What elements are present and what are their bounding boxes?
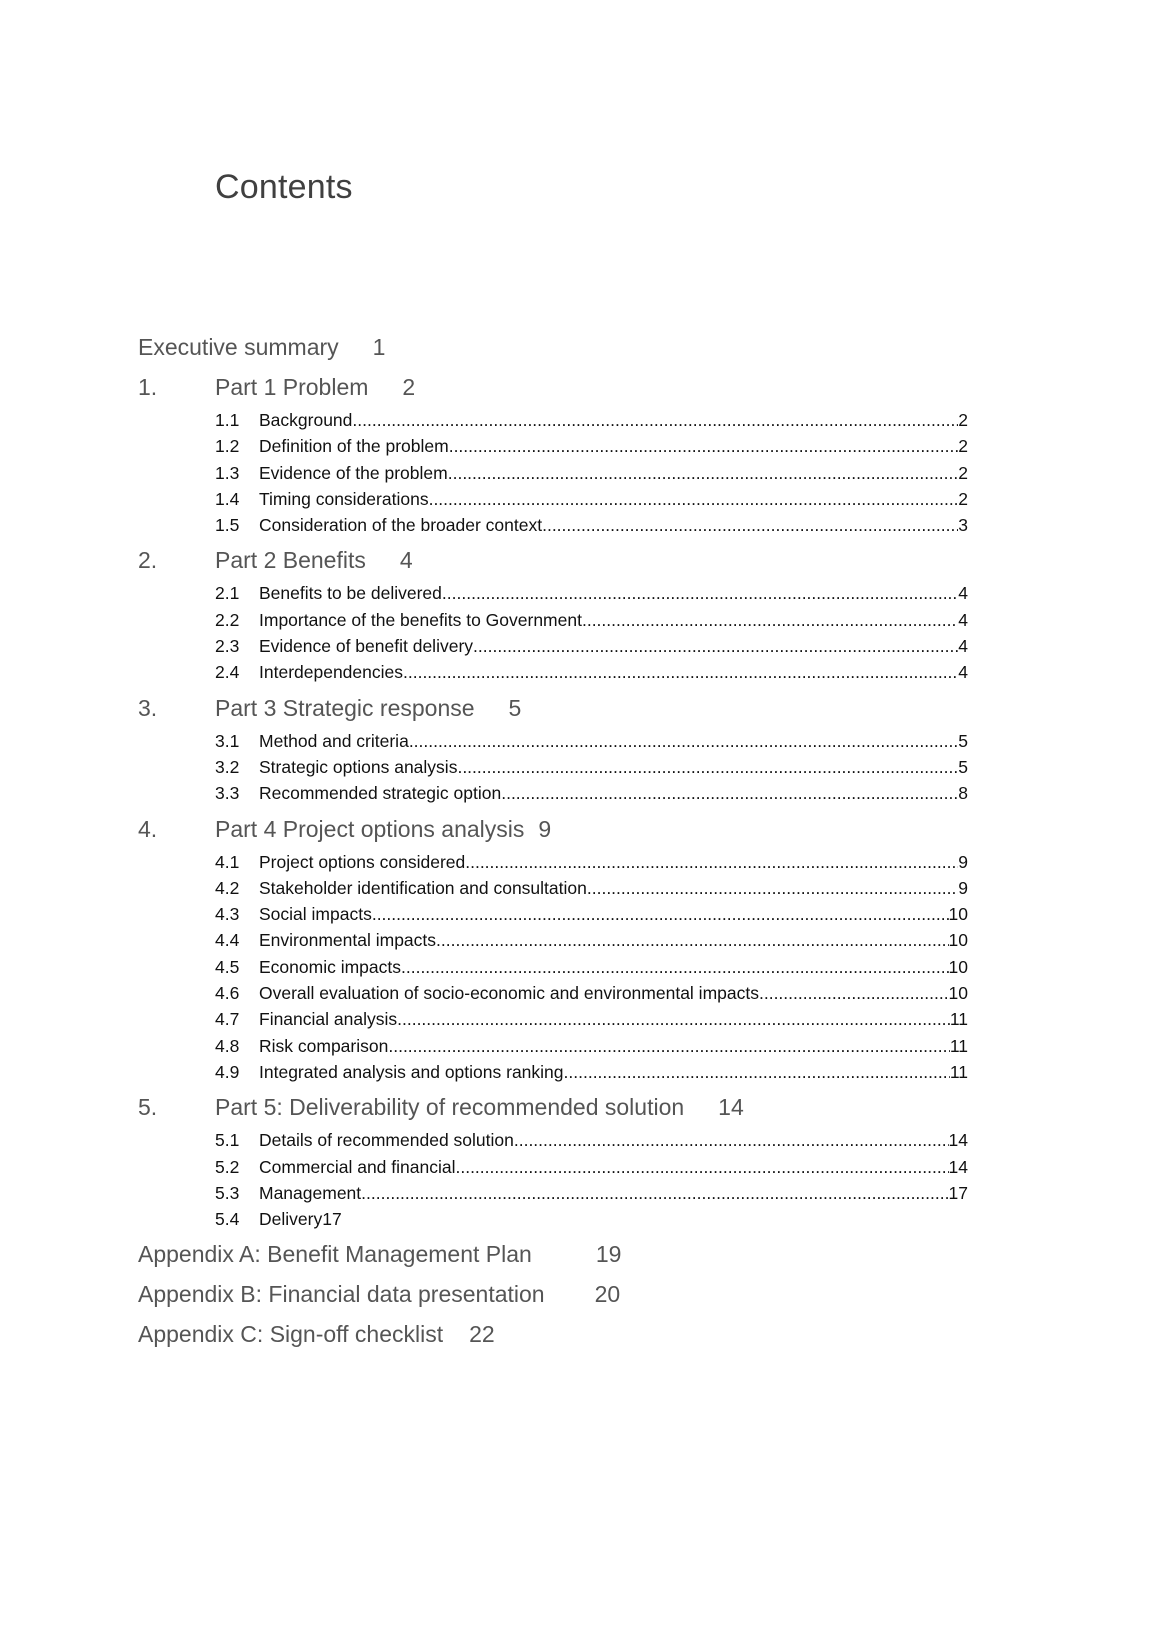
- dot-leader: [455, 1154, 948, 1180]
- toc-page-number: 14: [718, 1094, 744, 1121]
- toc-subentry-number: 2.2: [215, 609, 240, 630]
- toc-page-number: 9: [538, 815, 552, 842]
- toc-subsection-list: [138, 407, 968, 540]
- dot-leader: [397, 1006, 950, 1032]
- toc-subentry-label: Details of recommended solution: [259, 1130, 514, 1151]
- toc-entry-label: Part 1 Problem 2: [215, 374, 416, 400]
- toc-page-number: 11: [949, 1061, 968, 1082]
- toc-subentry-label: Risk comparison: [259, 1035, 389, 1056]
- toc-subentry-number: 4.9: [215, 1061, 240, 1082]
- toc-subentry[interactable]: [215, 460, 968, 486]
- toc-subentry[interactable]: [215, 927, 968, 953]
- toc-page-number: 5: [958, 756, 968, 777]
- toc-page-number: 20: [594, 1281, 621, 1308]
- toc-entry-part-2[interactable]: [138, 540, 968, 580]
- toc-subentry-number: 4.3: [215, 904, 240, 925]
- toc-page-number: 10: [948, 956, 968, 977]
- toc-entry-part-1[interactable]: [138, 367, 968, 407]
- toc-subentry[interactable]: [215, 875, 968, 901]
- toc-subentry-label: Recommended strategic option: [259, 783, 502, 804]
- toc-subentry-number: 4.1: [215, 851, 240, 872]
- dot-leader: [403, 659, 958, 685]
- toc-section-number: 3.: [138, 694, 158, 721]
- toc-subentry-number: 2.3: [215, 636, 240, 657]
- dot-leader: [436, 927, 949, 953]
- toc-page-number: 11: [949, 1009, 968, 1030]
- toc-subentry-number: 2.1: [215, 583, 240, 604]
- toc-subentry-number: 1.2: [215, 436, 240, 457]
- toc-section-number: 4.: [138, 815, 158, 842]
- dot-leader: [388, 1033, 949, 1059]
- toc-page-number: 14: [948, 1130, 968, 1151]
- toc-entry-executive-summary[interactable]: [138, 327, 968, 367]
- toc-page-number: 10: [948, 983, 968, 1004]
- toc-subentry-number: 5.1: [215, 1130, 240, 1151]
- toc-entry-label: Part 2 Benefits 4: [215, 547, 413, 574]
- toc-subentry-label: Strategic options analysis: [259, 756, 458, 777]
- toc-entry-label: Appendix B: Financial data presentation 20: [138, 1281, 621, 1308]
- toc-page-number: 4: [958, 662, 968, 683]
- toc-entry-label: Part 5: Deliverability of recommended solution 14: [215, 1094, 744, 1121]
- toc-subsection-list: [138, 728, 968, 809]
- toc-subsection-list: [138, 580, 968, 687]
- toc-subentry[interactable]: [215, 754, 968, 780]
- toc-subentry-label: Method and criteria: [259, 730, 409, 751]
- toc-page-number: 17: [322, 1209, 342, 1230]
- dot-leader: [372, 901, 949, 927]
- dot-leader: [361, 1180, 948, 1206]
- toc-subentry-label: Financial analysis: [259, 1009, 398, 1030]
- toc-page-number: 3: [958, 515, 968, 536]
- dot-leader: [429, 486, 959, 512]
- toc-subentry[interactable]: [215, 980, 968, 1006]
- toc-subentry-number: 1.4: [215, 488, 240, 509]
- toc-section-number: 1.: [138, 374, 158, 400]
- toc-subentry-number: 4.4: [215, 930, 240, 951]
- toc-subentry-label: Overall evaluation of socio-economic and environmental impacts: [259, 983, 759, 1004]
- toc-page-number: 1: [372, 334, 386, 360]
- toc-subentry[interactable]: [215, 1180, 968, 1206]
- toc-subentry-number: 3.1: [215, 730, 240, 751]
- toc-subentry[interactable]: [215, 580, 968, 606]
- toc-subentry[interactable]: [215, 607, 968, 633]
- toc-page-number: 17: [948, 1182, 968, 1203]
- toc-subentry-label: Timing considerations: [259, 488, 429, 509]
- dot-leader: [759, 980, 949, 1006]
- toc-subentry-label: Project options considered: [259, 851, 466, 872]
- toc-entry-label: Executive summary 1: [138, 334, 386, 360]
- toc-subentry-number: 5.3: [215, 1182, 240, 1203]
- toc-subentry-number: 3.2: [215, 756, 240, 777]
- toc-entry-label: Part 3 Strategic response 5: [215, 694, 522, 721]
- dot-leader: [473, 633, 958, 659]
- toc-entry-appendix-b[interactable]: [138, 1274, 968, 1314]
- toc-subentry[interactable]: [215, 728, 968, 754]
- toc-entry-part-3[interactable]: [138, 688, 968, 728]
- toc-page-number: 2: [958, 436, 968, 457]
- dot-leader: [352, 407, 958, 433]
- toc-subentry-number: 4.7: [215, 1009, 240, 1030]
- toc-subsection-list: [138, 849, 968, 1088]
- toc-page-number: 8: [958, 783, 968, 804]
- toc-page-number: 5: [508, 694, 522, 721]
- toc-subentry-label: Interdependencies: [259, 662, 403, 683]
- toc-entry-appendix-c[interactable]: [138, 1314, 968, 1354]
- toc-subentry-label: Stakeholder identification and consultation: [259, 877, 587, 898]
- toc-subentry-label: Integrated analysis and options ranking: [259, 1061, 564, 1082]
- toc-page-number: 10: [948, 930, 968, 951]
- toc-page-number: 2: [958, 462, 968, 483]
- toc-subentry[interactable]: [215, 849, 968, 875]
- toc-subentry[interactable]: [215, 901, 968, 927]
- toc-subentry-number: 5.4: [215, 1209, 240, 1230]
- toc-subentry[interactable]: [215, 1033, 968, 1059]
- dot-leader: [542, 512, 958, 538]
- dot-leader: [514, 1127, 949, 1153]
- toc-entry-label: Appendix A: Benefit Management Plan 19: [138, 1241, 622, 1268]
- toc-subentry-label: Benefits to be delivered: [259, 583, 442, 604]
- toc-subentry-label: Social impacts: [259, 904, 372, 925]
- toc-page-number: 19: [595, 1241, 622, 1268]
- toc-entry-label: Appendix C: Sign-off checklist 22: [138, 1321, 495, 1348]
- toc-section-number: 5.: [138, 1094, 158, 1121]
- dot-leader: [448, 460, 959, 486]
- toc-subentry-number: 1.1: [215, 410, 240, 430]
- toc-subentry[interactable]: [215, 1059, 968, 1085]
- toc-page-number: 2: [958, 488, 968, 509]
- toc-subentry-label: Delivery: [259, 1209, 323, 1230]
- toc-subentry-label: Economic impacts: [259, 956, 401, 977]
- toc-subentry-number: 3.3: [215, 783, 240, 804]
- toc-entry-appendix-a[interactable]: [138, 1234, 968, 1274]
- dot-leader: [587, 875, 958, 901]
- toc-page-number: 4: [958, 636, 968, 657]
- toc-subentry[interactable]: [215, 512, 968, 538]
- toc-entry-label: Part 4 Project options analysis 9: [215, 815, 552, 842]
- toc-subentry-label: Management: [259, 1182, 362, 1203]
- toc-subentry-label: Importance of the benefits to Government: [259, 609, 582, 630]
- toc-page-number: 2: [958, 410, 968, 430]
- toc-subentry-number: 2.4: [215, 662, 240, 683]
- toc-subentry-label: Commercial and financial: [259, 1156, 456, 1177]
- dot-leader: [465, 849, 958, 875]
- toc-subentry-number: 1.5: [215, 515, 240, 536]
- toc-subentry-number: 4.6: [215, 983, 240, 1004]
- toc-subentry[interactable]: [215, 954, 968, 980]
- toc-subentry-label: Background: [259, 410, 353, 430]
- toc-subentry[interactable]: [215, 433, 968, 459]
- dot-leader: [501, 780, 958, 806]
- toc-page-number: 22: [469, 1321, 495, 1348]
- dot-leader: [449, 433, 959, 459]
- toc-subentry[interactable]: [215, 780, 968, 806]
- toc-page-number: 4: [958, 609, 968, 630]
- toc-subentry[interactable]: [215, 633, 968, 659]
- toc-subentry-label: Environmental impacts: [259, 930, 437, 951]
- toc-subentry-number: 4.5: [215, 956, 240, 977]
- toc-entry-part-4[interactable]: [138, 809, 968, 849]
- toc-subentry[interactable]: [215, 1154, 968, 1180]
- dot-leader: [409, 728, 958, 754]
- toc-subentry[interactable]: [215, 486, 968, 512]
- toc-subentry[interactable]: [215, 407, 968, 433]
- toc-subentry[interactable]: [215, 1206, 968, 1232]
- dot-leader: [457, 754, 958, 780]
- toc-subentry-label: Consideration of the broader context: [259, 515, 543, 536]
- toc-page-number: 10: [948, 904, 968, 925]
- toc-subentry[interactable]: [215, 659, 968, 685]
- toc-entry-part-5[interactable]: [138, 1087, 968, 1127]
- toc-subsection-list: [138, 1127, 968, 1234]
- toc-section-number: 2.: [138, 547, 158, 574]
- table-of-contents: [138, 327, 968, 1354]
- toc-page-number: 14: [948, 1156, 968, 1177]
- toc-subentry-label: Definition of the problem: [259, 436, 449, 457]
- toc-page-number: 9: [958, 877, 968, 898]
- toc-page-number: 5: [958, 730, 968, 751]
- page-title: Contents: [215, 168, 353, 206]
- dot-leader: [401, 954, 949, 980]
- toc-subentry[interactable]: [215, 1006, 968, 1032]
- toc-page-number: 2: [402, 374, 416, 400]
- toc-page-number: 9: [958, 851, 968, 872]
- toc-subentry[interactable]: [215, 1127, 968, 1153]
- dot-leader: [564, 1059, 950, 1085]
- toc-subentry-label: Evidence of benefit delivery: [259, 636, 474, 657]
- toc-page-number: 11: [949, 1035, 968, 1056]
- toc-subentry-number: 4.8: [215, 1035, 240, 1056]
- toc-subentry-label: Evidence of the problem: [259, 462, 448, 483]
- toc-subentry-number: 5.2: [215, 1156, 240, 1177]
- dot-leader: [442, 580, 958, 606]
- dot-leader: [582, 607, 958, 633]
- toc-subentry-number: 4.2: [215, 877, 240, 898]
- toc-page-number: 4: [399, 547, 413, 574]
- toc-page-number: 4: [958, 583, 968, 604]
- toc-subentry-number: 1.3: [215, 462, 240, 483]
